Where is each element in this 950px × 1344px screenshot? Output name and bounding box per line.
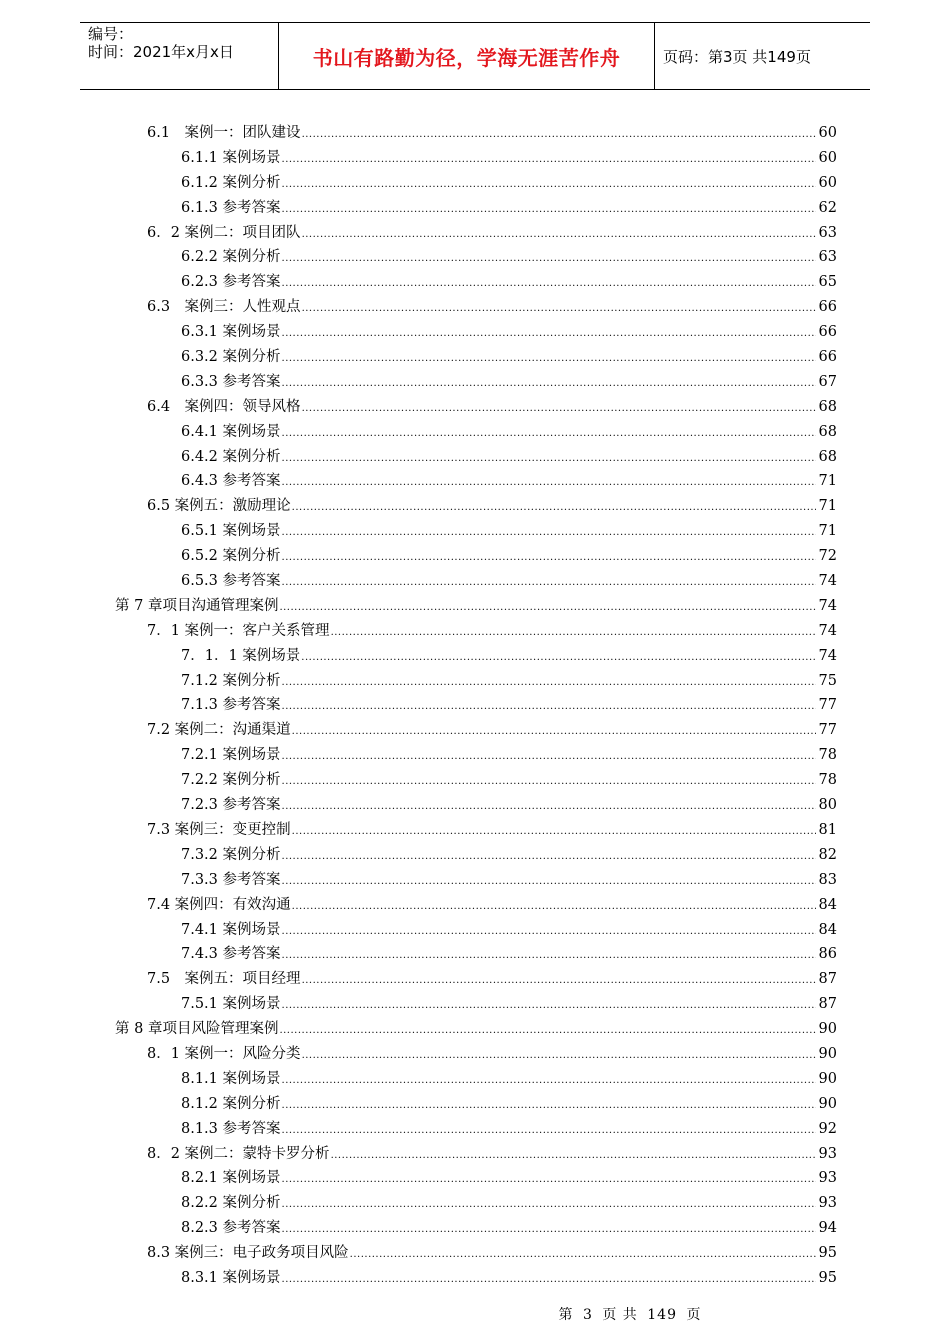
toc-entry[interactable] [147,221,837,246]
toc-entry[interactable] [181,519,837,544]
toc-dot-leader [282,347,816,372]
toc-entry[interactable] [181,942,837,967]
toc-dot-leader [282,770,816,795]
toc-entry-page: 62 [818,199,837,216]
toc-entry-title: 8.3 案例三：电子政务项目风险 [147,1245,349,1262]
toc-entry-page: 66 [818,299,837,316]
toc-entry-title: 6.5 案例五：激励理论 [147,498,291,515]
footer-prefix: 第 [558,1307,574,1323]
toc-entry[interactable] [147,494,837,519]
toc-entry-page: 90 [818,1095,837,1112]
toc-entry-title: 6.4.3 参考答案 [181,473,281,490]
toc-dot-leader [282,546,816,571]
footer-middle: 页 共 [602,1307,638,1323]
toc-entry-page: 72 [818,548,837,565]
footer-total-pages: 149 [647,1307,677,1323]
toc-dot-leader [292,895,816,920]
toc-entry[interactable] [147,818,837,843]
toc-dot-leader [302,297,816,322]
toc-entry[interactable] [181,1117,837,1142]
toc-entry-page: 71 [818,473,837,490]
toc-entry-title: 6.5.2 案例分析 [181,548,281,565]
toc-dot-leader [282,322,816,347]
toc-entry-title: 8.2.2 案例分析 [181,1195,281,1212]
toc-entry[interactable] [147,967,837,992]
toc-entry[interactable] [147,619,837,644]
toc-entry-page: 71 [818,523,837,540]
toc-entry-page: 81 [818,821,837,838]
toc-entry-page: 93 [818,1145,837,1162]
toc-entry-page: 67 [818,373,837,390]
toc-entry[interactable] [147,121,837,146]
toc-dot-leader [282,1193,816,1218]
toc-entry-page: 63 [818,249,837,266]
toc-dot-leader [302,1044,816,1069]
toc-dot-leader [279,1019,816,1044]
toc-dot-leader [350,1243,816,1268]
page-footer [0,1304,950,1324]
toc-dot-leader [282,422,816,447]
toc-dot-leader [282,994,816,1019]
toc-entry-page: 77 [818,697,837,714]
toc-entry-page: 80 [818,797,837,814]
toc-entry[interactable] [181,1166,837,1191]
header-motto: 书山有路勤为径，学海无涯苦作舟 [312,45,621,70]
toc-entry-page: 78 [818,772,837,789]
toc-entry-title: 7.4 案例四：有效沟通 [147,896,291,913]
toc-entry-page: 68 [818,398,837,415]
toc-dot-leader [282,173,816,198]
toc-entry-title: 8.2.1 案例场景 [181,1170,281,1187]
toc-entry-page: 68 [818,423,837,440]
toc-entry-page: 74 [818,647,837,664]
toc-entry-title: 6.3 案例三：人性观点 [147,299,301,316]
toc-dot-leader [282,870,816,895]
toc-entry-title: 7．1．1 案例场景 [181,647,301,664]
toc-entry-title: 8.1.3 参考答案 [181,1120,281,1137]
toc-dot-leader [282,571,816,596]
toc-entry-title: 7.3 案例三：变更控制 [147,821,291,838]
toc-dot-leader [282,920,816,945]
toc-dot-leader [279,596,816,621]
toc-dot-leader [282,372,816,397]
toc-entry-page: 60 [818,149,837,166]
toc-entry-page: 90 [818,1021,837,1038]
toc-entry[interactable] [181,1266,837,1291]
toc-entry-page: 74 [818,622,837,639]
toc-entry[interactable] [181,196,837,221]
toc-entry-page: 75 [818,672,837,689]
toc-entry-title: 7.3.3 参考答案 [181,871,281,888]
toc-entry[interactable] [181,469,837,494]
toc-dot-leader [282,845,816,870]
toc-entry-title: 7.4.3 参考答案 [181,946,281,963]
toc-dot-leader [282,148,816,173]
toc-dot-leader [292,496,816,521]
toc-entry[interactable] [181,793,837,818]
toc-entry[interactable] [181,644,837,669]
toc-entry-title: 8.3.1 案例场景 [181,1269,281,1286]
toc-entry[interactable] [181,345,837,370]
toc-entry-page: 66 [818,349,837,366]
toc-dot-leader [282,1119,816,1144]
toc-entry-page: 94 [818,1220,837,1237]
toc-dot-leader [301,646,816,671]
toc-entry[interactable] [181,171,837,196]
toc-entry-title: 6.2.2 案例分析 [181,249,281,266]
toc-dot-leader [302,123,816,148]
toc-entry[interactable] [181,743,837,768]
toc-entry-title: 8．2 案例二：蒙特卡罗分析 [147,1145,330,1162]
toc-entry-title: 7.1.3 参考答案 [181,697,281,714]
toc-entry[interactable] [147,893,837,918]
toc-dot-leader [331,621,816,646]
toc-entry-title: 第 8 章项目风险管理案例 [115,1021,279,1038]
toc-dot-leader [282,521,816,546]
toc-entry[interactable] [181,992,837,1017]
toc-entry-page: 74 [818,597,837,614]
toc-entry-title: 7.5 案例五：项目经理 [147,971,301,988]
toc-dot-leader [282,745,816,770]
toc-entry[interactable] [181,245,837,270]
toc-entry[interactable] [181,320,837,345]
toc-entry-title: 7.2.3 参考答案 [181,797,281,814]
toc-dot-leader [282,695,816,720]
toc-entry-title: 6.4.2 案例分析 [181,448,281,465]
toc-entry-title: 6.5.3 参考答案 [181,573,281,590]
toc-entry[interactable] [147,395,837,420]
toc-entry-page: 92 [818,1120,837,1137]
toc-dot-leader [282,795,816,820]
toc-entry[interactable] [181,918,837,943]
toc-entry-title: 第 7 章项目沟通管理案例 [115,597,279,614]
toc-entry[interactable] [181,146,837,171]
header-motto-cell [278,23,655,89]
toc-entry-title: 6.1.1 案例场景 [181,149,281,166]
toc-dot-leader [282,247,816,272]
toc-entry-title: 7.5.1 案例场景 [181,996,281,1013]
toc-dot-leader [282,1268,816,1293]
toc-entry[interactable] [181,370,837,395]
toc-entry[interactable] [147,1042,837,1067]
toc-entry-title: 6.1.2 案例分析 [181,174,281,191]
toc-dot-leader [282,1168,816,1193]
toc-dot-leader [292,720,816,745]
toc-entry-page: 63 [818,224,837,241]
toc-entry-page: 78 [818,747,837,764]
footer-current-page: 3 [582,1307,593,1323]
document-number-label: 编号： [88,25,134,43]
toc-entry[interactable] [181,1067,837,1092]
toc-dot-leader [302,397,816,422]
toc-entry-title: 8．1 案例一：风险分类 [147,1045,301,1062]
toc-dot-leader [292,820,816,845]
toc-entry[interactable] [181,1191,837,1216]
table-of-contents [0,121,950,1291]
toc-dot-leader [282,671,816,696]
toc-entry-title: 7.2 案例二：沟通渠道 [147,722,291,739]
toc-dot-leader [331,1144,816,1169]
toc-entry[interactable] [181,1216,837,1241]
toc-entry[interactable] [181,569,837,594]
toc-entry[interactable] [181,693,837,718]
toc-entry-page: 77 [818,722,837,739]
toc-entry-title: 6.2.3 参考答案 [181,274,281,291]
toc-entry-page: 71 [818,498,837,515]
toc-entry-page: 83 [818,871,837,888]
toc-dot-leader [282,944,816,969]
toc-entry[interactable] [115,594,837,619]
toc-entry-title: 6．2 案例二：项目团队 [147,224,301,241]
toc-entry-title: 6.1.3 参考答案 [181,199,281,216]
toc-entry-page: 93 [818,1170,837,1187]
header-page-cell [655,23,870,89]
toc-entry-page: 90 [818,1045,837,1062]
document-time-label: 时间：2021年x月x日 [88,43,234,61]
toc-entry-title: 7.2.2 案例分析 [181,772,281,789]
toc-entry[interactable] [181,1092,837,1117]
toc-dot-leader [302,223,816,248]
toc-entry-page: 60 [818,125,837,141]
toc-entry-page: 84 [818,896,837,913]
toc-entry-page: 95 [818,1269,837,1286]
toc-entry-page: 87 [818,996,837,1013]
toc-entry-page: 66 [818,324,837,341]
toc-entry-page: 60 [818,174,837,191]
header-meta [80,23,278,89]
toc-entry-title: 7.1.2 案例分析 [181,672,281,689]
toc-entry-title: 8.1.1 案例场景 [181,1070,281,1087]
toc-entry-page: 68 [818,448,837,465]
toc-entry[interactable] [147,718,837,743]
toc-dot-leader [282,1094,816,1119]
toc-entry-title: 6.4 案例四：领导风格 [147,398,301,415]
toc-entry[interactable] [181,420,837,445]
toc-entry[interactable] [181,544,837,569]
toc-entry-title: 8.2.3 参考答案 [181,1220,281,1237]
toc-entry-page: 87 [818,971,837,988]
toc-entry-page: 93 [818,1195,837,1212]
toc-dot-leader [282,272,816,297]
toc-entry[interactable] [147,295,837,320]
toc-entry-title: 7.3.2 案例分析 [181,846,281,863]
toc-entry-title: 6.3.1 案例场景 [181,324,281,341]
toc-entry-title: 8.1.2 案例分析 [181,1095,281,1112]
toc-entry-page: 74 [818,573,837,590]
toc-entry-title: 6.3.2 案例分析 [181,349,281,366]
toc-entry[interactable] [181,270,837,295]
toc-entry-title: 6.1 案例一：团队建设 [147,125,301,141]
toc-entry-title: 7．1 案例一：客户关系管理 [147,622,330,639]
toc-entry-page: 82 [818,846,837,863]
toc-entry-page: 86 [818,946,837,963]
toc-dot-leader [282,447,816,472]
toc-dot-leader [302,969,816,994]
toc-entry-title: 7.4.1 案例场景 [181,921,281,938]
toc-entry[interactable] [181,669,837,694]
toc-dot-leader [282,471,816,496]
toc-entry-title: 6.4.1 案例场景 [181,423,281,440]
toc-dot-leader [282,1218,816,1243]
toc-entry-page: 90 [818,1070,837,1087]
toc-entry[interactable] [181,843,837,868]
toc-entry-page: 65 [818,274,837,291]
toc-dot-leader [282,1069,816,1094]
toc-entry-title: 6.3.3 参考答案 [181,373,281,390]
toc-entry[interactable] [147,1241,837,1266]
toc-entry[interactable] [181,445,837,470]
toc-entry-page: 84 [818,921,837,938]
toc-entry[interactable] [147,1142,837,1167]
toc-entry-title: 6.5.1 案例场景 [181,523,281,540]
toc-entry[interactable] [181,768,837,793]
toc-entry-page: 95 [818,1245,837,1262]
toc-entry[interactable] [115,1017,837,1042]
page-header [80,22,870,90]
footer-suffix: 页 [686,1307,702,1323]
header-page-info: 页码：第3页 共149页 [663,47,811,66]
toc-entry-title: 7.2.1 案例场景 [181,747,281,764]
toc-entry[interactable] [181,868,837,893]
toc-dot-leader [282,198,816,223]
